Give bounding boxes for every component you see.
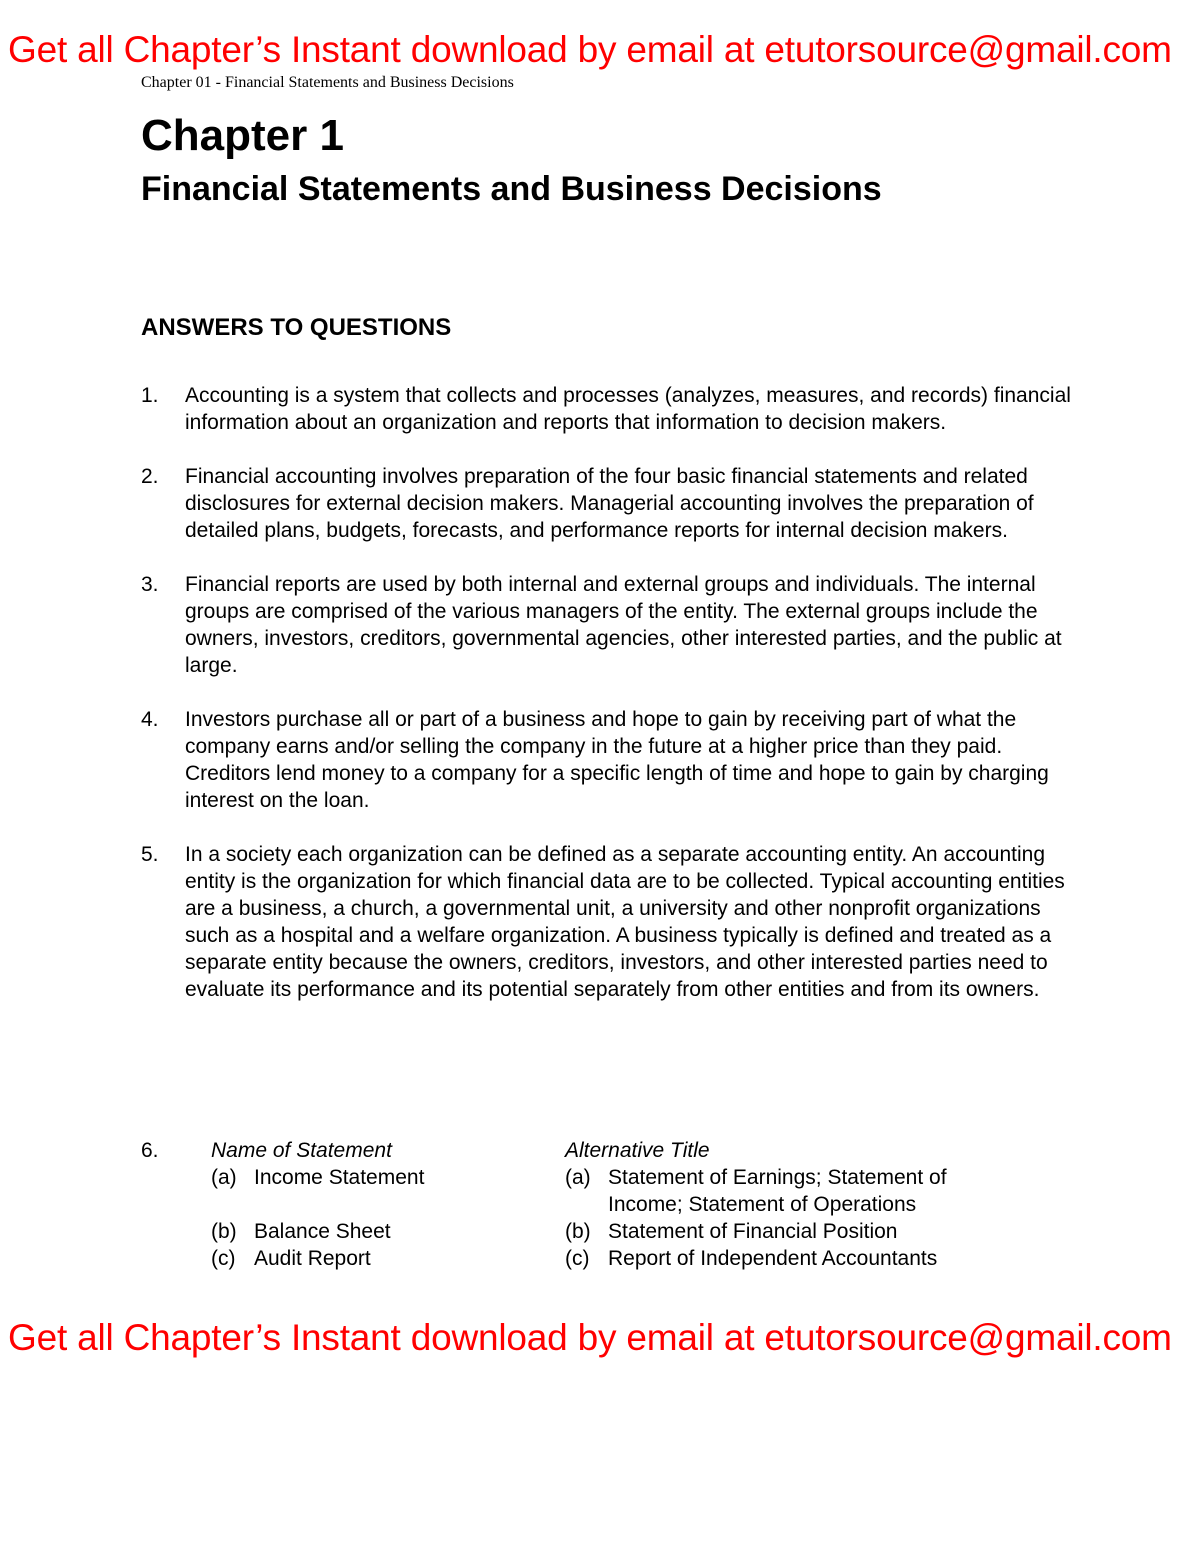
chapter-number: Chapter 1 xyxy=(141,111,344,160)
alternative-title-column xyxy=(565,1137,1045,1272)
answer-number: 2. xyxy=(141,465,159,488)
answer-item xyxy=(141,382,1071,436)
row-letter: (a) xyxy=(565,1166,591,1189)
statement-name-column xyxy=(211,1137,551,1272)
row-letter: (b) xyxy=(565,1220,591,1243)
statement-row xyxy=(211,1245,551,1272)
row-letter: (c) xyxy=(211,1247,236,1270)
alternative-title-row xyxy=(565,1164,1003,1218)
answer-text: Financial reports are used by both internal and external groups and individuals. The internal groups are comprised of the various managers of the entity. The external groups include the owners, investors, creditors, governmental agencies, other interested parties, and the public at large. xyxy=(185,573,1062,677)
answer-text: In a society each organization can be defined as a separate accounting entity. An accounting entity is the organization for which financial data are to be collected. Typical accounting entities are a business, a church, a governmental unit, a university and other nonprofit organizations such as a hospital and a welfare organization. A business typically is defined and treated as a separate entity because the owners, creditors, investors, and other interested parties need to evaluate its performance and its potential separately from other entities and from its owners. xyxy=(185,843,1065,1001)
alternative-title-heading: Alternative Title xyxy=(565,1139,710,1162)
answer-number: 1. xyxy=(141,384,159,407)
answer-item xyxy=(141,841,1071,1003)
statement-name: Audit Report xyxy=(254,1247,371,1270)
running-header: Chapter 01 - Financial Statements and Business Decisions xyxy=(141,74,514,91)
promo-banner-top: Get all Chapter’s Instant download by email at etutorsource@gmail.com xyxy=(8,29,1172,70)
answer-item xyxy=(141,571,1071,679)
answers-list xyxy=(141,382,1071,1030)
section-heading: ANSWERS TO QUESTIONS xyxy=(141,314,452,341)
answer-text: Investors purchase all or part of a business and hope to gain by receiving part of what the company earns and/or selling the company in the future at a higher price than they paid. Creditors lend money to a company for a specific length of time and hope to gain by charging interest on the loan. xyxy=(185,708,1049,812)
answer-number: 4. xyxy=(141,708,159,731)
row-letter: (a) xyxy=(211,1166,237,1189)
statement-name: Balance Sheet xyxy=(254,1220,391,1243)
chapter-title: Financial Statements and Business Decisions xyxy=(141,170,882,208)
alternative-title: Statement of Financial Position xyxy=(608,1220,898,1243)
row-letter: (c) xyxy=(565,1247,590,1270)
answer-item xyxy=(141,706,1071,814)
statement-row xyxy=(211,1164,551,1191)
answer-text: Financial accounting involves preparation of the four basic financial statements and related disclosures for external decision makers. Managerial accounting involves the preparation of detailed plans, budgets, forecasts, and performance reports for internal decision makers. xyxy=(185,465,1034,542)
answer-text: Accounting is a system that collects and processes (analyzes, measures, and records) financial information about an organization and reports that information to decision makers. xyxy=(185,384,1071,434)
answer-number: 3. xyxy=(141,573,159,596)
statement-row xyxy=(211,1218,551,1245)
statement-name: Income Statement xyxy=(254,1166,425,1189)
row-letter: (b) xyxy=(211,1220,237,1243)
promo-banner-bottom: Get all Chapter’s Instant download by email at etutorsource@gmail.com xyxy=(8,1317,1172,1358)
answer-number: 5. xyxy=(141,843,159,866)
answer-item xyxy=(141,463,1071,544)
statement-name-heading: Name of Statement xyxy=(211,1139,392,1162)
alternative-title-row xyxy=(565,1245,1045,1272)
answer-number: 6. xyxy=(141,1139,159,1162)
alternative-title: Report of Independent Accountants xyxy=(608,1247,938,1270)
alternative-title: Statement of Earnings; Statement of Income; Statement of Operations xyxy=(608,1166,947,1216)
alternative-title-row xyxy=(565,1218,1045,1245)
